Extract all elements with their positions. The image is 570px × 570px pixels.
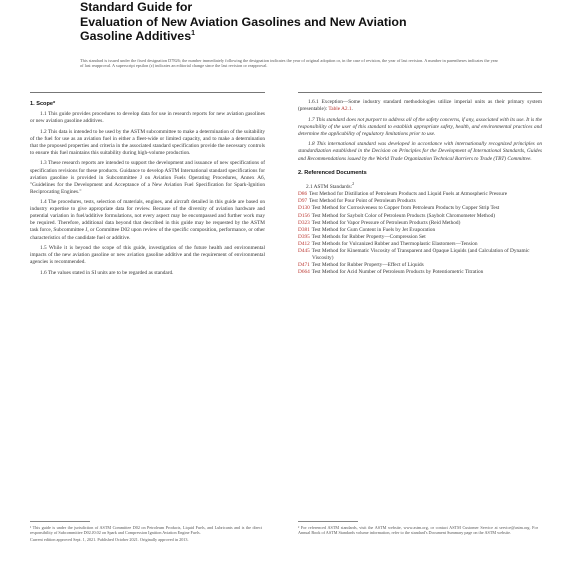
reference-code-link[interactable]: D471 [298,261,310,268]
divider-left [30,92,265,93]
exception-end: . [351,106,353,113]
reference-title: Test Method for Kinematic Viscosity of Transparent and Opaque Liquids (and Calculation of Dynamic Viscosity) [311,247,530,261]
reference-item [298,241,542,248]
reference-title: Test Method for Acid Number of Petroleum Products by Potentiometric Titration [311,268,484,275]
scope-paragraph-1-8: 1.8 This international standard was developed in accordance with internationally recognized principles on standardization established in the Decision on Principles for the Development of International Standards, Guides and Recommendations issued by the World Trade Organization Technical Barriers to Trade (TBT) Committee. [298,141,542,162]
reference-item [298,248,542,262]
reference-item [298,234,542,241]
reference-item [298,220,542,227]
reference-code-link[interactable]: D445 [298,247,310,254]
scope-paragraph-1-1: 1.1 This guide provides procedures to develop data for use in research reports for new aviation gasolines or new aviation gasoline additives. [30,111,265,125]
left-column [30,100,265,281]
astm-standards-subheading [298,180,542,191]
designation-notice: This standard is issued under the fixed designation D7826; the number immediately following the designation indicates the year of original adoption or, in the case of revision, the year of last revision. A number in parentheses indicates the year of last reapproval. A superscript epsilon (ε) indicates an editorial change since the last revision or reapproval. [80,58,498,69]
astm-standards-label: 2.1 ASTM Standards: [306,183,353,190]
title-line-3-text: Gasoline Additives [80,29,192,43]
title-line-2: Evaluation of New Aviation Gasolines and New Aviation [80,14,407,29]
reference-item [298,269,542,276]
reference-item [298,227,542,234]
scope-paragraph-1-6-1 [298,99,542,113]
title-footnote-marker: 1 [191,29,195,37]
footnotes-left [30,525,262,542]
reference-title: Test Method for Gum Content in Fuels by Jet Evaporation [311,226,436,233]
scope-paragraph-1-5: 1.5 While it is beyond the scope of this guide, investigation of the future health and environmental impacts of the new aviation gasoline or new aviation gasoline additive and the requirement of environmental agencies is recommended. [30,245,265,266]
table-a2-1-link[interactable]: Table A2.1 [328,106,352,113]
reference-title: Test Method for Vapor Pressure of Petroleum Products (Reid Method) [311,219,461,226]
title-line-1: Standard Guide for [80,0,193,14]
scope-paragraph-1-6: 1.6 The values stated in SI units are to be regarded as standard. [40,269,174,276]
footnote-1-edition: Current edition approved Sept. 1, 2021. Published October 2021. Originally approved in 2013. [30,536,189,542]
reference-title: Test Method for Saybolt Color of Petroleum Products (Saybolt Chromometer Method) [311,212,496,219]
reference-code-link[interactable]: D86 [298,191,308,198]
footnote-2: ² For referenced ASTM standards, visit the ASTM website, www.astm.org, or contact ASTM Customer Service at service@astm.org. For Annual Book of ASTM Standards volume information, refer to the standard's Document Summary page on the ASTM website. [298,525,538,536]
reference-code-link[interactable]: D381 [298,226,310,233]
footnote-rule-right [298,521,358,522]
reference-code-link[interactable]: D130 [298,205,310,212]
reference-title: Test Method for Corrosiveness to Copper from Petroleum Products by Copper Strip Test [311,205,500,212]
reference-item [298,213,542,220]
reference-title: Test Methods for Vulcanized Rubber and Thermoplastic Elastomers—Tension [311,240,478,247]
footnote-rule-left [30,521,90,522]
right-column [298,99,542,276]
reference-code-link[interactable]: D664 [298,268,310,275]
title-line-3 [80,29,520,44]
reference-title: Test Method for Distillation of Petroleum Products and Liquid Fuels at Atmospheric Pressure [309,191,508,198]
exception-text: 1.6.1 Exception—Some industry standard methodologies utilize imperial units as their primary system (presentable): [298,99,542,113]
scope-paragraph-1-4: 1.4 The procedures, tests, selection of materials, engines, and aircraft detailed in this guide are based on industry expertise to give appropriate data for review. Because of the diversity of aviation hardware and potential variation in fuel/additive formulations, not every aspect may be encompassed and further work may be required. Therefore, additional data beyond that described in this guide may be requested by the ASTM task force, Subcommittee J, or Committee D02 upon review of the specific composition, performance, or other characteristics of the candidate fuel or additive. [30,199,265,241]
reference-code-link[interactable]: D323 [298,219,310,226]
scope-paragraph-1-3: 1.3 These research reports are intended to support the development and issuance of new specifications of specification revisions for these products. Guidance to develop ASTM International standard specifications for aviation gasoline is provided in Subcommittee J on Aviation Fuels Operating Procedures, Annex A6, "Guidelines for the Development and Acceptance of a New Aviation Fuel Specification for Spark-Ignition Reciprocating Engines." [30,160,265,195]
reference-item [298,262,542,269]
reference-title: Test Method for Rubber Property—Effect of Liquids [311,261,424,268]
reference-title: Test Method for Pour Point of Petroleum Products [309,198,416,205]
reference-list [298,191,542,276]
referenced-documents-heading: 2. Referenced Documents [298,169,367,176]
scope-heading: 1. Scope* [30,101,56,107]
reference-title: Test Methods for Rubber Property—Compression Set [311,233,426,240]
reference-code-link[interactable]: D156 [298,212,310,219]
scope-paragraph-1-2: 1.2 This data is intended to be used by the ASTM subcommittee to make a determination of the suitability of the fuel for use as an aviation fuel in either a fleet-wide or limited capacity, and to make a determination that the proposed properties and criteria in the associated standard specification provide the necessary controls to ensure this fuel maintains this suitability during high-volume production. [30,128,265,156]
footnotes-right [298,525,538,536]
footnote-1: ¹ This guide is under the jurisdiction of ASTM Committee D02 on Petroleum Products, Liquid Fuels, and Lubricants and is the direct responsibility of Subcommittee D02.J0.02 on Spark and Compression Ignition Aviation Engine Fuels. [30,525,262,536]
reference-code-link[interactable]: D395 [298,233,310,240]
divider-right [298,92,542,93]
astm-standards-footnote-marker: 2 [352,180,355,186]
document-title [80,0,520,44]
scope-paragraph-1-7: 1.7 This standard does not purport to address all of the safety concerns, if any, associated with its use. It is the responsibility of the user of this standard to establish appropriate safety, health, and environmental practices and determine the applicability of regulatory limitations prior to use. [298,116,542,137]
reference-code-link[interactable]: D412 [298,240,310,247]
reference-item [298,205,542,212]
reference-code-link[interactable]: D97 [298,198,308,205]
